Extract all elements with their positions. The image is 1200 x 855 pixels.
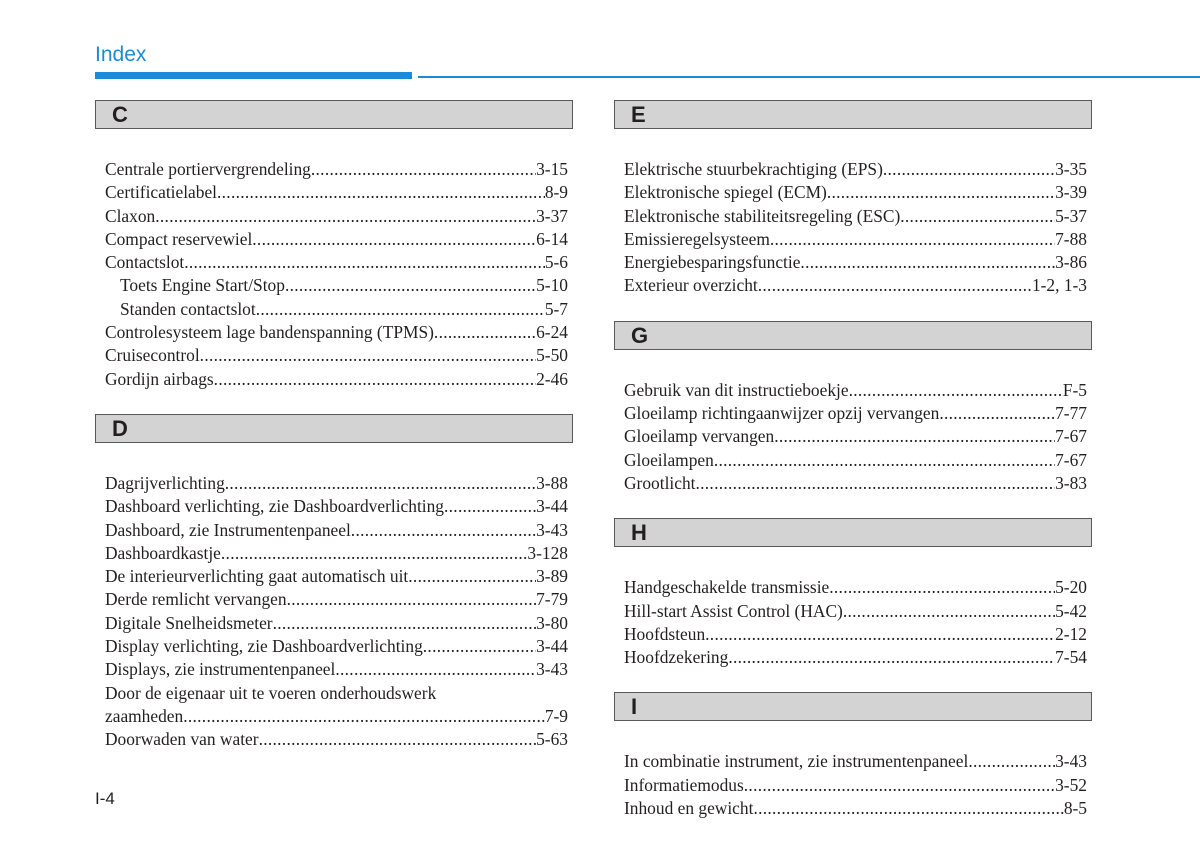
index-term: Handgeschakelde transmissie bbox=[624, 577, 830, 598]
index-term: Gloeilamp vervangen bbox=[624, 426, 775, 447]
index-term: Display verlichting, zie Dashboardverlichting bbox=[105, 636, 423, 657]
index-page-ref: 3-86 bbox=[1055, 252, 1087, 273]
dot-leader bbox=[829, 576, 1055, 599]
index-term: Exterieur overzicht bbox=[624, 275, 758, 296]
index-term: Digitale Snelheidsmeter bbox=[105, 612, 273, 633]
dot-leader bbox=[200, 344, 536, 367]
dot-leader bbox=[217, 181, 545, 204]
dot-leader bbox=[714, 449, 1055, 472]
left-index-column bbox=[95, 100, 573, 775]
index-entry bbox=[624, 205, 1087, 228]
index-term: Gordijn airbags bbox=[105, 368, 214, 389]
index-entry bbox=[624, 623, 1087, 646]
dot-leader bbox=[335, 658, 536, 681]
index-entry bbox=[105, 344, 568, 367]
index-entry bbox=[624, 425, 1087, 448]
dot-leader bbox=[705, 623, 1055, 646]
index-entry-list bbox=[105, 472, 568, 752]
index-term: Doorwaden van water bbox=[105, 729, 259, 750]
index-term: Energiebesparingsfunctie bbox=[624, 252, 801, 273]
dot-leader bbox=[770, 228, 1055, 251]
index-page-ref: 6-24 bbox=[536, 322, 568, 343]
index-page-ref: 3-37 bbox=[536, 205, 568, 226]
index-page-ref: 3-44 bbox=[536, 496, 568, 517]
index-page-ref: 5-20 bbox=[1055, 577, 1087, 598]
index-entry bbox=[105, 228, 568, 251]
index-page-ref: 5-42 bbox=[1055, 600, 1087, 621]
dot-leader bbox=[849, 379, 1063, 402]
index-term: Gebruik van dit instructieboekje bbox=[624, 379, 849, 400]
index-entry bbox=[105, 472, 568, 495]
dot-leader bbox=[273, 612, 537, 635]
index-term: Elektronische spiegel (ECM) bbox=[624, 182, 827, 203]
index-entry bbox=[105, 705, 568, 728]
index-entry-list bbox=[624, 158, 1087, 298]
index-entry bbox=[624, 472, 1087, 495]
index-term: Hoofdzekering bbox=[624, 647, 729, 668]
index-page-ref: 8-5 bbox=[1063, 798, 1087, 819]
section-header-g: G bbox=[614, 321, 1092, 350]
index-page-ref: 3-128 bbox=[527, 542, 568, 563]
index-page-ref: 3-83 bbox=[1055, 472, 1087, 493]
index-term: Emissieregelsysteem bbox=[624, 228, 770, 249]
index-page-ref: 6-14 bbox=[536, 228, 568, 249]
index-entry bbox=[624, 379, 1087, 402]
index-page-ref: 2-46 bbox=[536, 368, 568, 389]
index-entry bbox=[624, 402, 1087, 425]
dot-leader bbox=[800, 251, 1055, 274]
index-entry bbox=[624, 274, 1087, 297]
index-term: In combinatie instrument, zie instrumentenpaneel bbox=[624, 751, 969, 772]
index-page-ref: 7-67 bbox=[1055, 426, 1087, 447]
index-entry bbox=[105, 565, 568, 588]
index-term: zaamheden bbox=[105, 705, 184, 726]
index-term: Inhoud en gewicht bbox=[624, 798, 754, 819]
dot-leader bbox=[214, 368, 536, 391]
index-entry bbox=[105, 321, 568, 344]
section-header-i: I bbox=[614, 692, 1092, 721]
dot-leader bbox=[252, 228, 536, 251]
index-page-ref: 7-67 bbox=[1055, 449, 1087, 470]
dot-leader bbox=[351, 519, 536, 542]
index-page-ref: 3-88 bbox=[536, 472, 568, 493]
index-page-ref: 3-80 bbox=[536, 612, 568, 633]
index-entry bbox=[105, 205, 568, 228]
index-page-ref: 7-9 bbox=[544, 705, 568, 726]
index-term: Derde remlicht vervangen bbox=[105, 589, 287, 610]
index-entry bbox=[105, 588, 568, 611]
index-entry bbox=[105, 298, 568, 321]
index-term: Elektrische stuurbekrachtiging (EPS) bbox=[624, 159, 883, 179]
dot-leader bbox=[968, 750, 1055, 773]
index-entry-list bbox=[624, 576, 1087, 669]
index-entry bbox=[624, 646, 1087, 669]
dot-leader bbox=[758, 274, 1032, 297]
index-page-ref: 8-9 bbox=[544, 182, 568, 203]
dot-leader bbox=[221, 542, 528, 565]
index-term: Dagrijverlichting bbox=[105, 472, 225, 493]
index-entry bbox=[105, 728, 568, 751]
index-term: Cruisecontrol bbox=[105, 345, 200, 366]
index-term: Dashboardkastje bbox=[105, 542, 221, 563]
dot-leader bbox=[843, 600, 1055, 623]
index-entry bbox=[105, 635, 568, 658]
dot-leader bbox=[434, 321, 536, 344]
index-page-ref: 5-10 bbox=[536, 275, 568, 296]
dot-leader bbox=[728, 646, 1055, 669]
dot-leader bbox=[939, 402, 1055, 425]
index-term: Dashboard, zie Instrumentenpaneel bbox=[105, 519, 351, 540]
index-page-ref: 3-15 bbox=[536, 159, 568, 179]
dot-leader bbox=[408, 565, 536, 588]
section-header-e: E bbox=[614, 100, 1092, 129]
dot-leader bbox=[744, 774, 1055, 797]
header-rule-thin bbox=[418, 76, 1200, 78]
index-page-ref: 7-88 bbox=[1055, 228, 1087, 249]
index-page-ref: 5-63 bbox=[536, 729, 568, 750]
index-term: Door de eigenaar uit te voeren onderhoudswerk bbox=[105, 682, 437, 703]
dot-leader bbox=[753, 797, 1063, 820]
dot-leader bbox=[287, 588, 537, 611]
index-page-ref: 5-7 bbox=[544, 298, 568, 319]
dot-leader bbox=[827, 181, 1055, 204]
index-page-ref: 3-43 bbox=[1055, 751, 1087, 772]
index-page-ref: 3-39 bbox=[1055, 182, 1087, 203]
index-entry bbox=[105, 682, 568, 705]
index-term: Claxon bbox=[105, 205, 156, 226]
dot-leader bbox=[900, 205, 1055, 228]
dot-leader bbox=[311, 158, 536, 181]
index-page-ref: 3-35 bbox=[1055, 159, 1087, 179]
index-page-ref: 7-79 bbox=[536, 589, 568, 610]
index-entry bbox=[624, 228, 1087, 251]
index-term: Gloeilamp richtingaanwijzer opzij vervangen bbox=[624, 403, 940, 424]
dot-leader bbox=[285, 274, 536, 297]
index-entry bbox=[624, 750, 1087, 773]
index-entry-list bbox=[105, 158, 568, 391]
dot-leader bbox=[423, 635, 536, 658]
index-page-ref: 3-44 bbox=[536, 636, 568, 657]
dot-leader bbox=[184, 251, 545, 274]
index-term: Dashboard verlichting, zie Dashboardverlichting bbox=[105, 496, 445, 517]
index-page-ref: 5-6 bbox=[544, 252, 568, 273]
dot-leader bbox=[259, 728, 537, 751]
index-term: De interieurverlichting gaat automatisch uit bbox=[105, 566, 409, 587]
index-term: Gloeilampen bbox=[624, 449, 714, 470]
index-entry-list bbox=[624, 750, 1087, 820]
index-entry bbox=[105, 181, 568, 204]
index-page-ref: 5-37 bbox=[1055, 205, 1087, 226]
index-page-ref: 3-89 bbox=[536, 566, 568, 587]
index-page-ref: 7-77 bbox=[1055, 403, 1087, 424]
index-term: Displays, zie instrumentenpaneel bbox=[105, 659, 336, 680]
index-term: Centrale portiervergrendeling bbox=[105, 159, 311, 179]
dot-leader bbox=[695, 472, 1055, 495]
index-entry bbox=[624, 449, 1087, 472]
dot-leader bbox=[256, 298, 545, 321]
index-term: Elektronische stabiliteitsregeling (ESC) bbox=[624, 205, 901, 226]
index-entry bbox=[105, 612, 568, 635]
index-entry bbox=[105, 542, 568, 565]
index-entry bbox=[105, 251, 568, 274]
index-entry bbox=[624, 774, 1087, 797]
index-term: Contactslot bbox=[105, 252, 185, 273]
index-entry bbox=[624, 181, 1087, 204]
right-index-column bbox=[614, 100, 1092, 843]
index-entry bbox=[624, 576, 1087, 599]
index-term: Toets Engine Start/Stop bbox=[120, 275, 285, 296]
page-number: I-4 bbox=[95, 789, 115, 808]
index-entry bbox=[624, 797, 1087, 820]
index-term: Hoofdsteun bbox=[624, 623, 706, 644]
section-header-d: D bbox=[95, 414, 573, 443]
index-page-ref: F-5 bbox=[1062, 379, 1087, 400]
dot-leader bbox=[774, 425, 1055, 448]
index-page-ref: 5-50 bbox=[536, 345, 568, 366]
dot-leader bbox=[183, 705, 545, 728]
index-entry bbox=[105, 519, 568, 542]
index-entry bbox=[624, 600, 1087, 623]
index-entry bbox=[105, 158, 568, 181]
index-page-ref: 3-43 bbox=[536, 659, 568, 680]
index-page-ref: 3-43 bbox=[536, 519, 568, 540]
index-entry bbox=[105, 368, 568, 391]
dot-leader bbox=[225, 472, 536, 495]
index-page-ref: 2-12 bbox=[1055, 623, 1087, 644]
index-entry bbox=[105, 495, 568, 518]
header-rule-thick bbox=[95, 72, 412, 79]
index-page-ref: 1-2, 1-3 bbox=[1031, 275, 1087, 296]
index-entry bbox=[624, 251, 1087, 274]
index-page-ref: 7-54 bbox=[1055, 647, 1087, 668]
section-header-h: H bbox=[614, 518, 1092, 547]
page-title: Index bbox=[95, 43, 147, 66]
index-term: Informatiemodus bbox=[624, 774, 744, 795]
index-entry bbox=[105, 274, 568, 297]
index-page-ref: 3-52 bbox=[1055, 774, 1087, 795]
dot-leader bbox=[883, 158, 1055, 181]
index-term: Hill-start Assist Control (HAC) bbox=[624, 600, 843, 621]
index-term: Standen contactslot bbox=[120, 298, 256, 319]
index-term: Controlesysteem lage bandenspanning (TPMS) bbox=[105, 322, 434, 343]
index-term: Certificatielabel bbox=[105, 182, 218, 203]
index-entry bbox=[624, 158, 1087, 181]
dot-leader bbox=[155, 205, 536, 228]
dot-leader bbox=[444, 495, 536, 518]
index-entry bbox=[105, 658, 568, 681]
index-entry-list bbox=[624, 379, 1087, 495]
index-term: Grootlicht bbox=[624, 472, 696, 493]
section-header-c: C bbox=[95, 100, 573, 129]
index-term: Compact reservewiel bbox=[105, 228, 253, 249]
